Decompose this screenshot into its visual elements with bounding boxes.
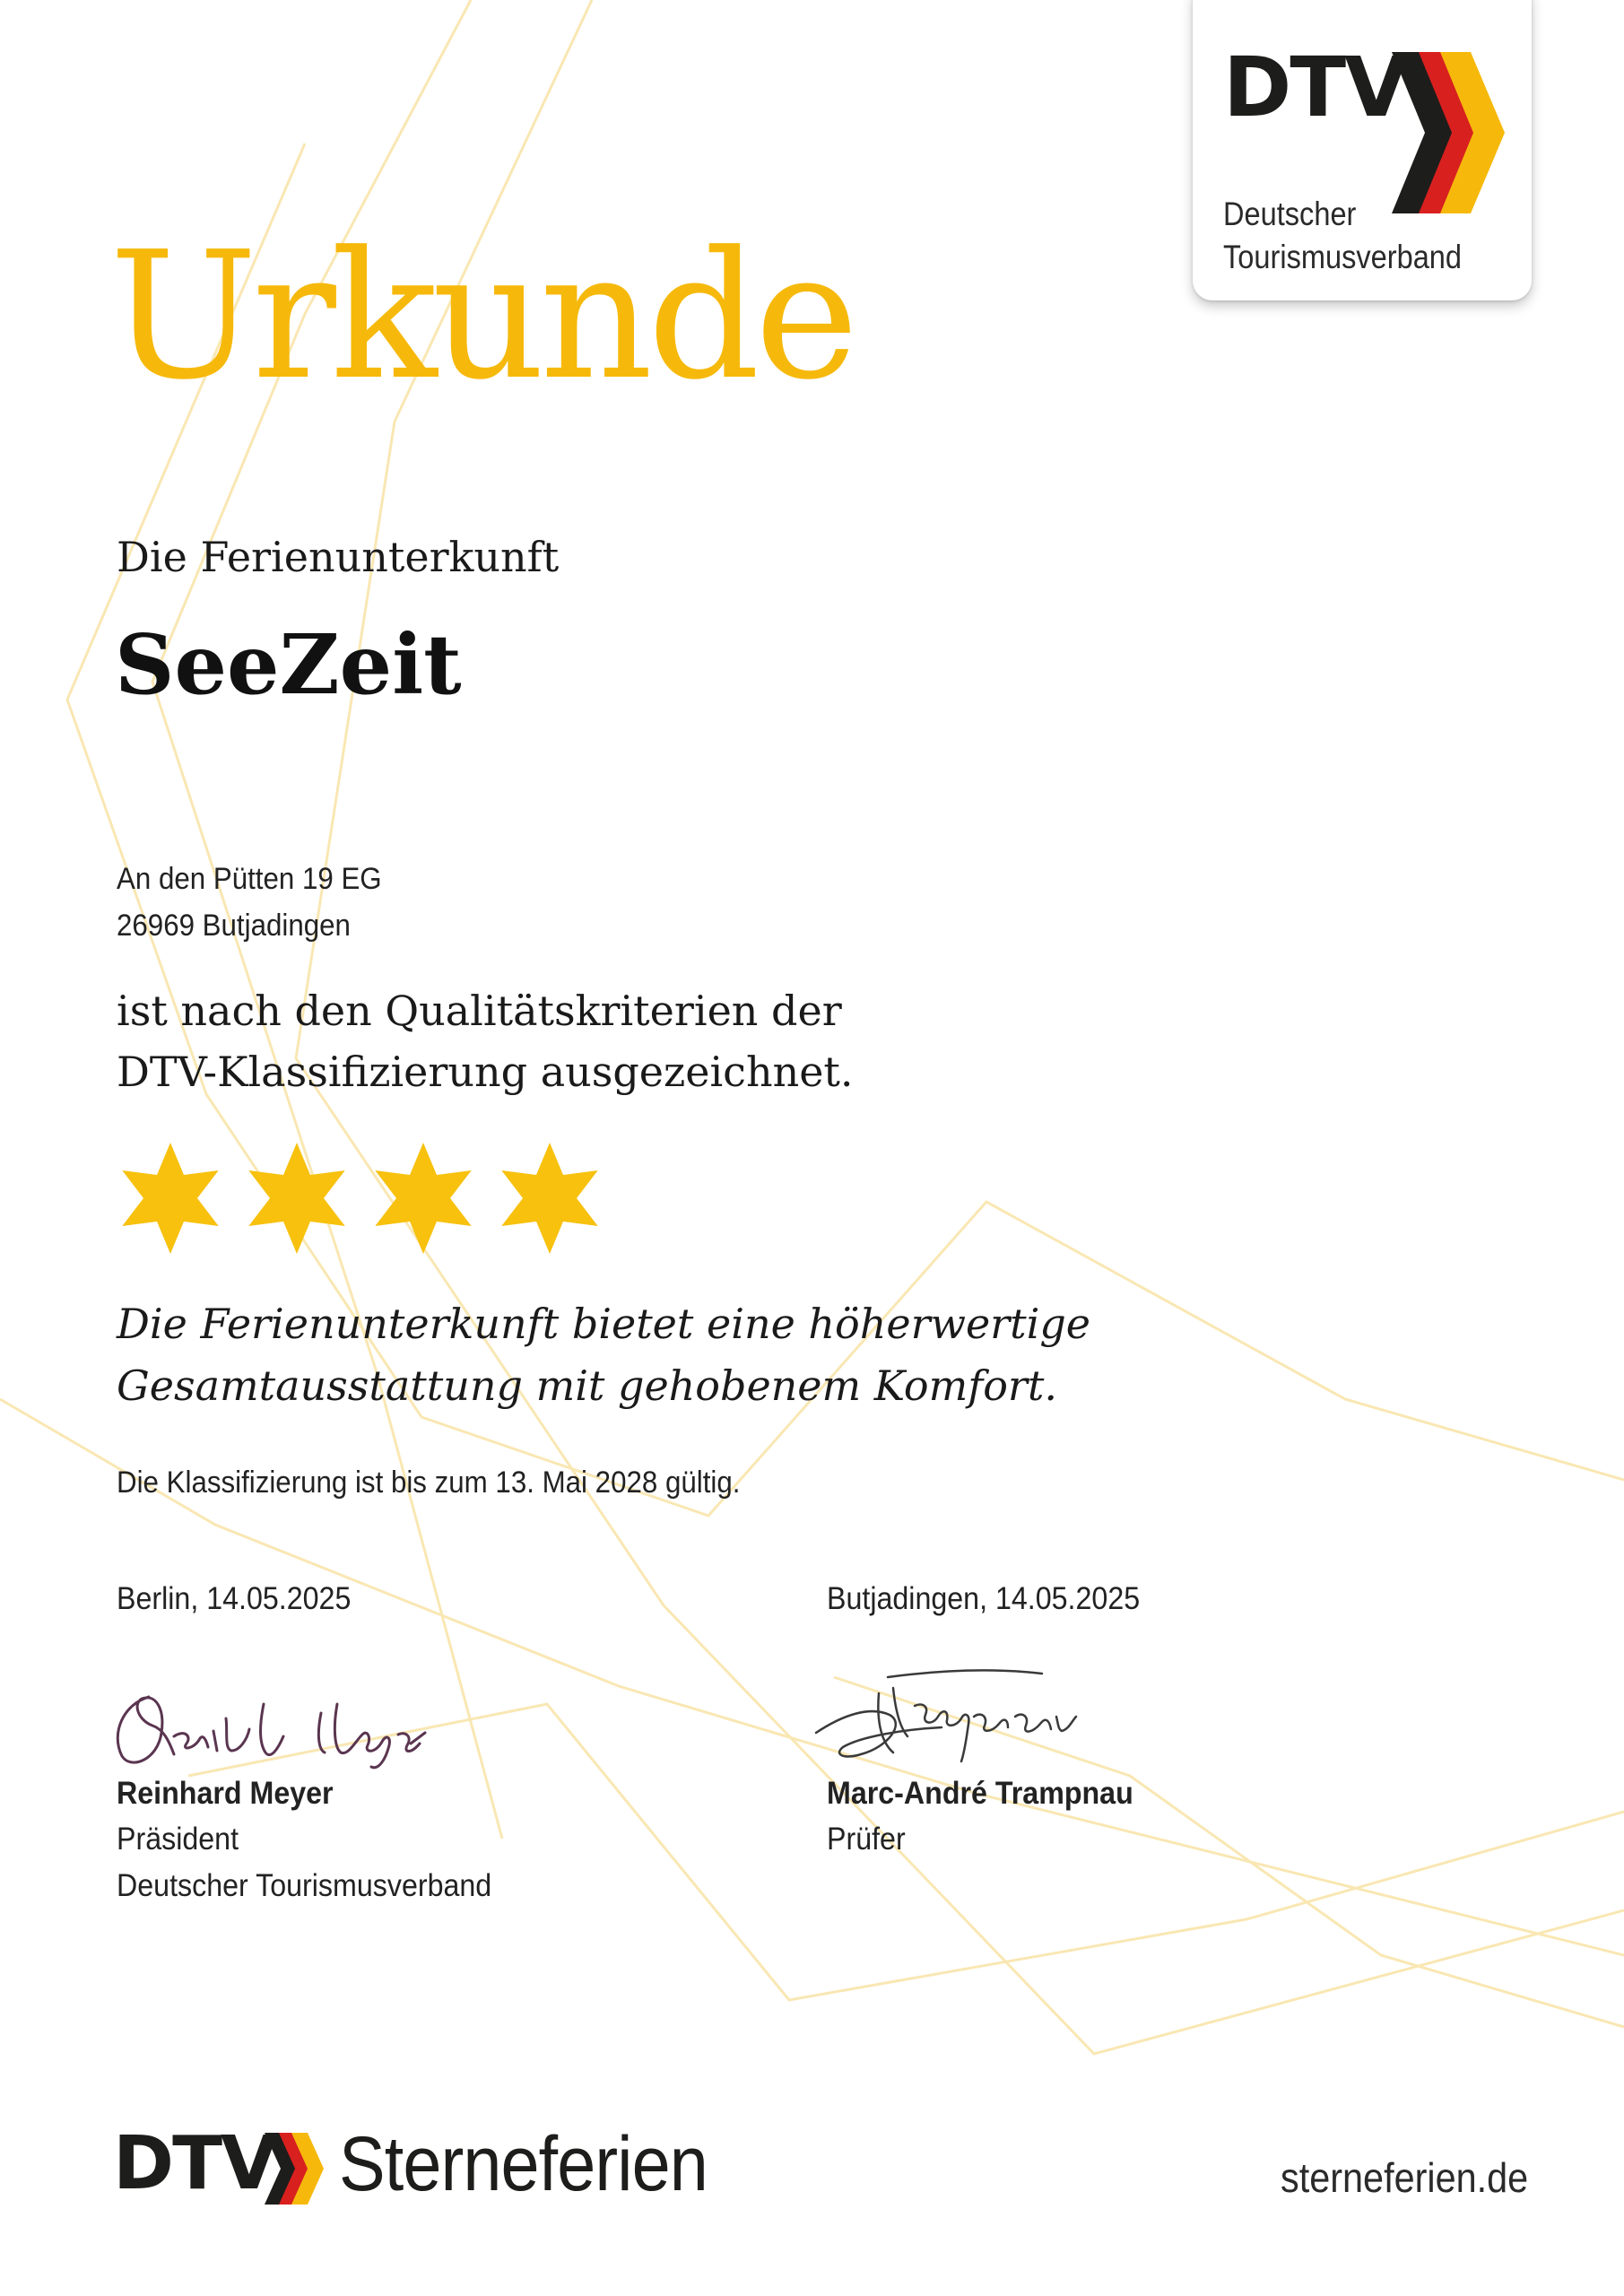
validity-text: Die Klassifizierung ist bis zum 13. Mai 2028 gültig. — [117, 1465, 741, 1500]
badge-line-tourismusverband: Tourismusverband — [1223, 239, 1463, 275]
six-point-star-icon — [501, 1143, 597, 1254]
signature-marc-andre-trampnau — [807, 1661, 1112, 1778]
signatory-2-place-date: Butjadingen, 14.05.2025 — [827, 1581, 1141, 1616]
dtv-badge — [1193, 0, 1532, 300]
description-line-2: Gesamtausstattung mit gehobenem Komfort. — [117, 1361, 1058, 1410]
six-point-star-icon — [122, 1143, 218, 1254]
signatory-1-name: Reinhard Meyer — [117, 1776, 334, 1811]
signatory-2-name: Marc-André Trampnau — [827, 1776, 1133, 1811]
address-city: 26969 Butjadingen — [117, 909, 351, 943]
signatory-1-place-date: Berlin, 14.05.2025 — [117, 1581, 352, 1616]
badge-logo-text: DTV — [1223, 39, 1407, 135]
certificate-title: Urkunde — [109, 214, 854, 419]
chevron-flag-icon — [1392, 52, 1508, 213]
statement-line-1: ist nach den Qualitätskriterien der — [117, 987, 842, 1035]
footer-url[interactable]: sterneferien.de — [1281, 2154, 1529, 2201]
footer-logo-text: DTV — [113, 2121, 276, 2206]
signatory-2-role: Prüfer — [827, 1822, 906, 1857]
footer-chevron-flag-icon — [265, 2133, 326, 2205]
statement-line-2: DTV-Klassifizierung ausgezeichnet. — [117, 1048, 854, 1096]
footer-brand-name: Sterneferien — [339, 2121, 708, 2207]
star-rating — [115, 1139, 617, 1257]
signatory-1-role: Präsident — [117, 1822, 239, 1857]
property-name: SeeZeit — [115, 616, 462, 713]
signature-reinhard-meyer — [106, 1677, 447, 1776]
six-point-star-icon — [375, 1143, 471, 1254]
intro-text: Die Ferienunterkunft — [117, 533, 560, 581]
six-point-star-icon — [248, 1143, 344, 1254]
badge-line-deutscher: Deutscher — [1223, 196, 1357, 232]
description-line-1: Die Ferienunterkunft bietet eine höherwertige — [117, 1300, 1091, 1348]
signatory-1-organization: Deutscher Tourismusverband — [117, 1868, 492, 1903]
address-street: An den Pütten 19 EG — [117, 862, 382, 896]
